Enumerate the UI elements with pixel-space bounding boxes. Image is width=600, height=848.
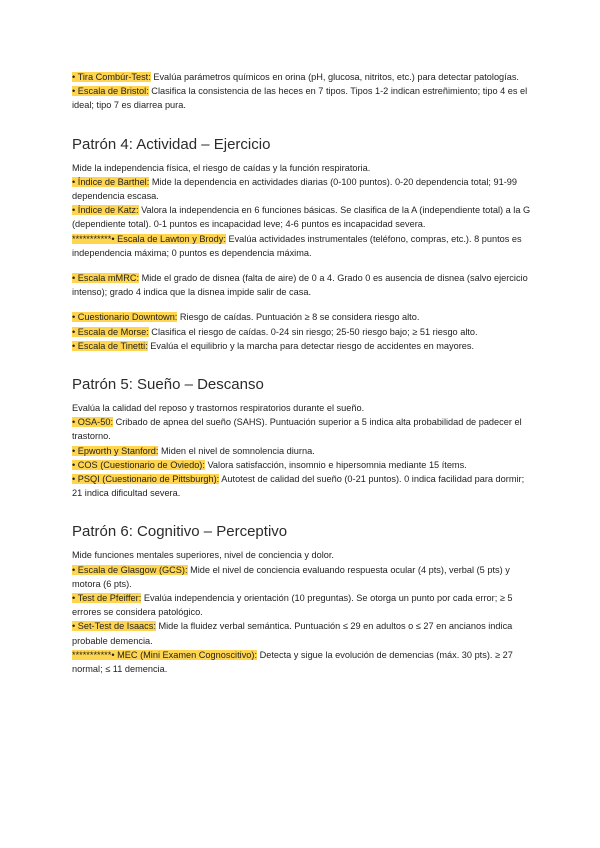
term-highlight: • Escala mMRC: <box>72 273 140 284</box>
list-item <box>72 444 534 458</box>
item-text: Valora la independencia en 6 funciones básicas. Se clasifica de la A (independiente total) a la G (dependiente total). 0-1 puntos es incapacidad leve; 4-6 puntos es incapacidad severa. <box>72 205 531 230</box>
list-item <box>72 232 534 260</box>
term-highlight: • OSA-50: <box>72 417 114 428</box>
section-heading: Patrón 6: Cognitivo – Perceptivo <box>72 523 288 541</box>
list-item <box>72 203 534 231</box>
item-text: Evalúa el equilibrio y la marcha para detectar riesgo de accidentes en mayores. <box>147 340 475 351</box>
term-highlight: • Escala de Tinetti: <box>72 340 148 351</box>
term-highlight: • Escala de Glasgow (GCS): <box>72 564 188 575</box>
term-highlight: • Escala de Morse: <box>72 326 149 337</box>
section-description: Mide funciones mentales superiores, nivel de conciencia y dolor. <box>72 550 334 561</box>
section-heading: Patrón 4: Actividad – Ejercicio <box>72 135 271 153</box>
term-highlight: • PSQI (Cuestionario de Pittsburgh): <box>72 474 220 485</box>
term-highlight: • COS (Cuestionario de Oviedo): <box>72 459 205 470</box>
section-patron-6 <box>72 522 534 676</box>
intro-block <box>72 70 534 113</box>
section-patron-5 <box>72 375 534 500</box>
item-text: Mide la dependencia en actividades diarias (0-100 puntos). 0-20 dependencia total; 91-99 dependencia escasa. <box>72 176 518 202</box>
term-highlight: • Índice de Katz: <box>72 205 139 216</box>
list-item <box>72 648 534 676</box>
term-highlight: • Tira Combúr-Test: <box>72 72 151 82</box>
item-text: Cribado de apnea del sueño (SAHS). Puntuación superior a 5 indica alta probabilidad de padecer el trastorno. <box>72 417 522 442</box>
section-heading: Patrón 5: Sueño – Descanso <box>72 376 264 394</box>
term-highlight: • Escala de Lawton y Brody: <box>111 233 226 244</box>
item-text: Clasifica el riesgo de caídas. 0-24 sin riesgo; 25-50 riesgo bajo; ≥ 51 riesgo alto. <box>148 326 478 337</box>
term-highlight: • Set-Test de Isaacs: <box>72 621 156 632</box>
list-item <box>72 310 534 324</box>
item-text: Valora satisfacción, insomnio e hipersomnia mediante 15 ítems. <box>204 459 467 470</box>
item-text: Autotest de calidad del sueño (0-21 puntos). 0 indica facilidad para dormir; 21 indica dificultad severa. <box>72 474 525 499</box>
intro-item <box>72 70 534 84</box>
list-item <box>72 175 534 203</box>
item-text: Evalúa parámetros químicos en orina (pH, glucosa, nitritos, etc.) para detectar patologías. <box>150 72 519 82</box>
item-text: Mide la fluidez verbal semántica. Puntuación ≤ 29 en adultos o ≤ 27 en ancianos indica probable demencia. <box>72 621 513 646</box>
term-highlight: • Test de Pfeiffer: <box>72 593 142 604</box>
item-text: Evalúa independencia y orientación (10 preguntas). Se otorga un punto por cada error; ≥ 5 errores se considera patológico. <box>72 593 513 618</box>
item-text: Mide el nivel de conciencia evaluando respuesta ocular (4 pts), verbal (5 pts) y motora (6 pts). <box>72 564 510 589</box>
item-text: Clasifica la consistencia de las heces en 7 tipos. Tipos 1-2 indican estreñimiento; tipo 4 es el ideal; tipo 7 es diarrea pura. <box>72 86 528 111</box>
item-text: Detecta y sigue la evolución de demencias (máx. 30 pts). ≥ 27 normal; ≤ 11 demencia. <box>72 649 513 675</box>
list-item <box>72 415 534 443</box>
list-item <box>72 563 534 591</box>
list-item <box>72 458 534 472</box>
asterisk-marker: *********** <box>72 649 112 660</box>
list-item <box>72 472 534 500</box>
asterisk-marker: *********** <box>72 233 112 244</box>
list-item <box>72 591 534 619</box>
list-item <box>72 325 534 339</box>
term-highlight: • Escala de Bristol: <box>72 86 149 97</box>
term-highlight: • Epworth y Stanford: <box>72 445 159 456</box>
term-highlight: • MEC (Mini Examen Cognoscitivo): <box>111 649 258 660</box>
section-description: Evalúa la calidad del reposo y trastornos respiratorios durante el sueño. <box>72 403 365 414</box>
item-text: Miden el nivel de somnolencia diurna. <box>158 445 315 456</box>
list-item <box>72 339 534 353</box>
item-text: Mide el grado de disnea (falta de aire) de 0 a 4. Grado 0 es ausencia de disnea (salvo ejercicio intenso); grado 4 indica que la disnea impide salir de casa. <box>72 273 528 298</box>
term-highlight: • Cuestionario Downtown: <box>72 312 178 323</box>
list-item <box>72 271 534 299</box>
list-item <box>72 619 534 647</box>
term-highlight: • Índice de Barthel: <box>72 176 150 187</box>
section-description: Mide la independencia física, el riesgo de caídas y la función respiratoria. <box>72 162 371 173</box>
intro-item <box>72 84 534 112</box>
section-patron-4 <box>72 135 534 353</box>
item-text: Evalúa actividades instrumentales (teléfono, compras, etc.). 8 puntos es independencia máxima; 0 puntos es dependencia máxima. <box>72 233 522 258</box>
item-text: Riesgo de caídas. Puntuación ≥ 8 se considera riesgo alto. <box>177 312 420 323</box>
document-content <box>72 70 534 676</box>
